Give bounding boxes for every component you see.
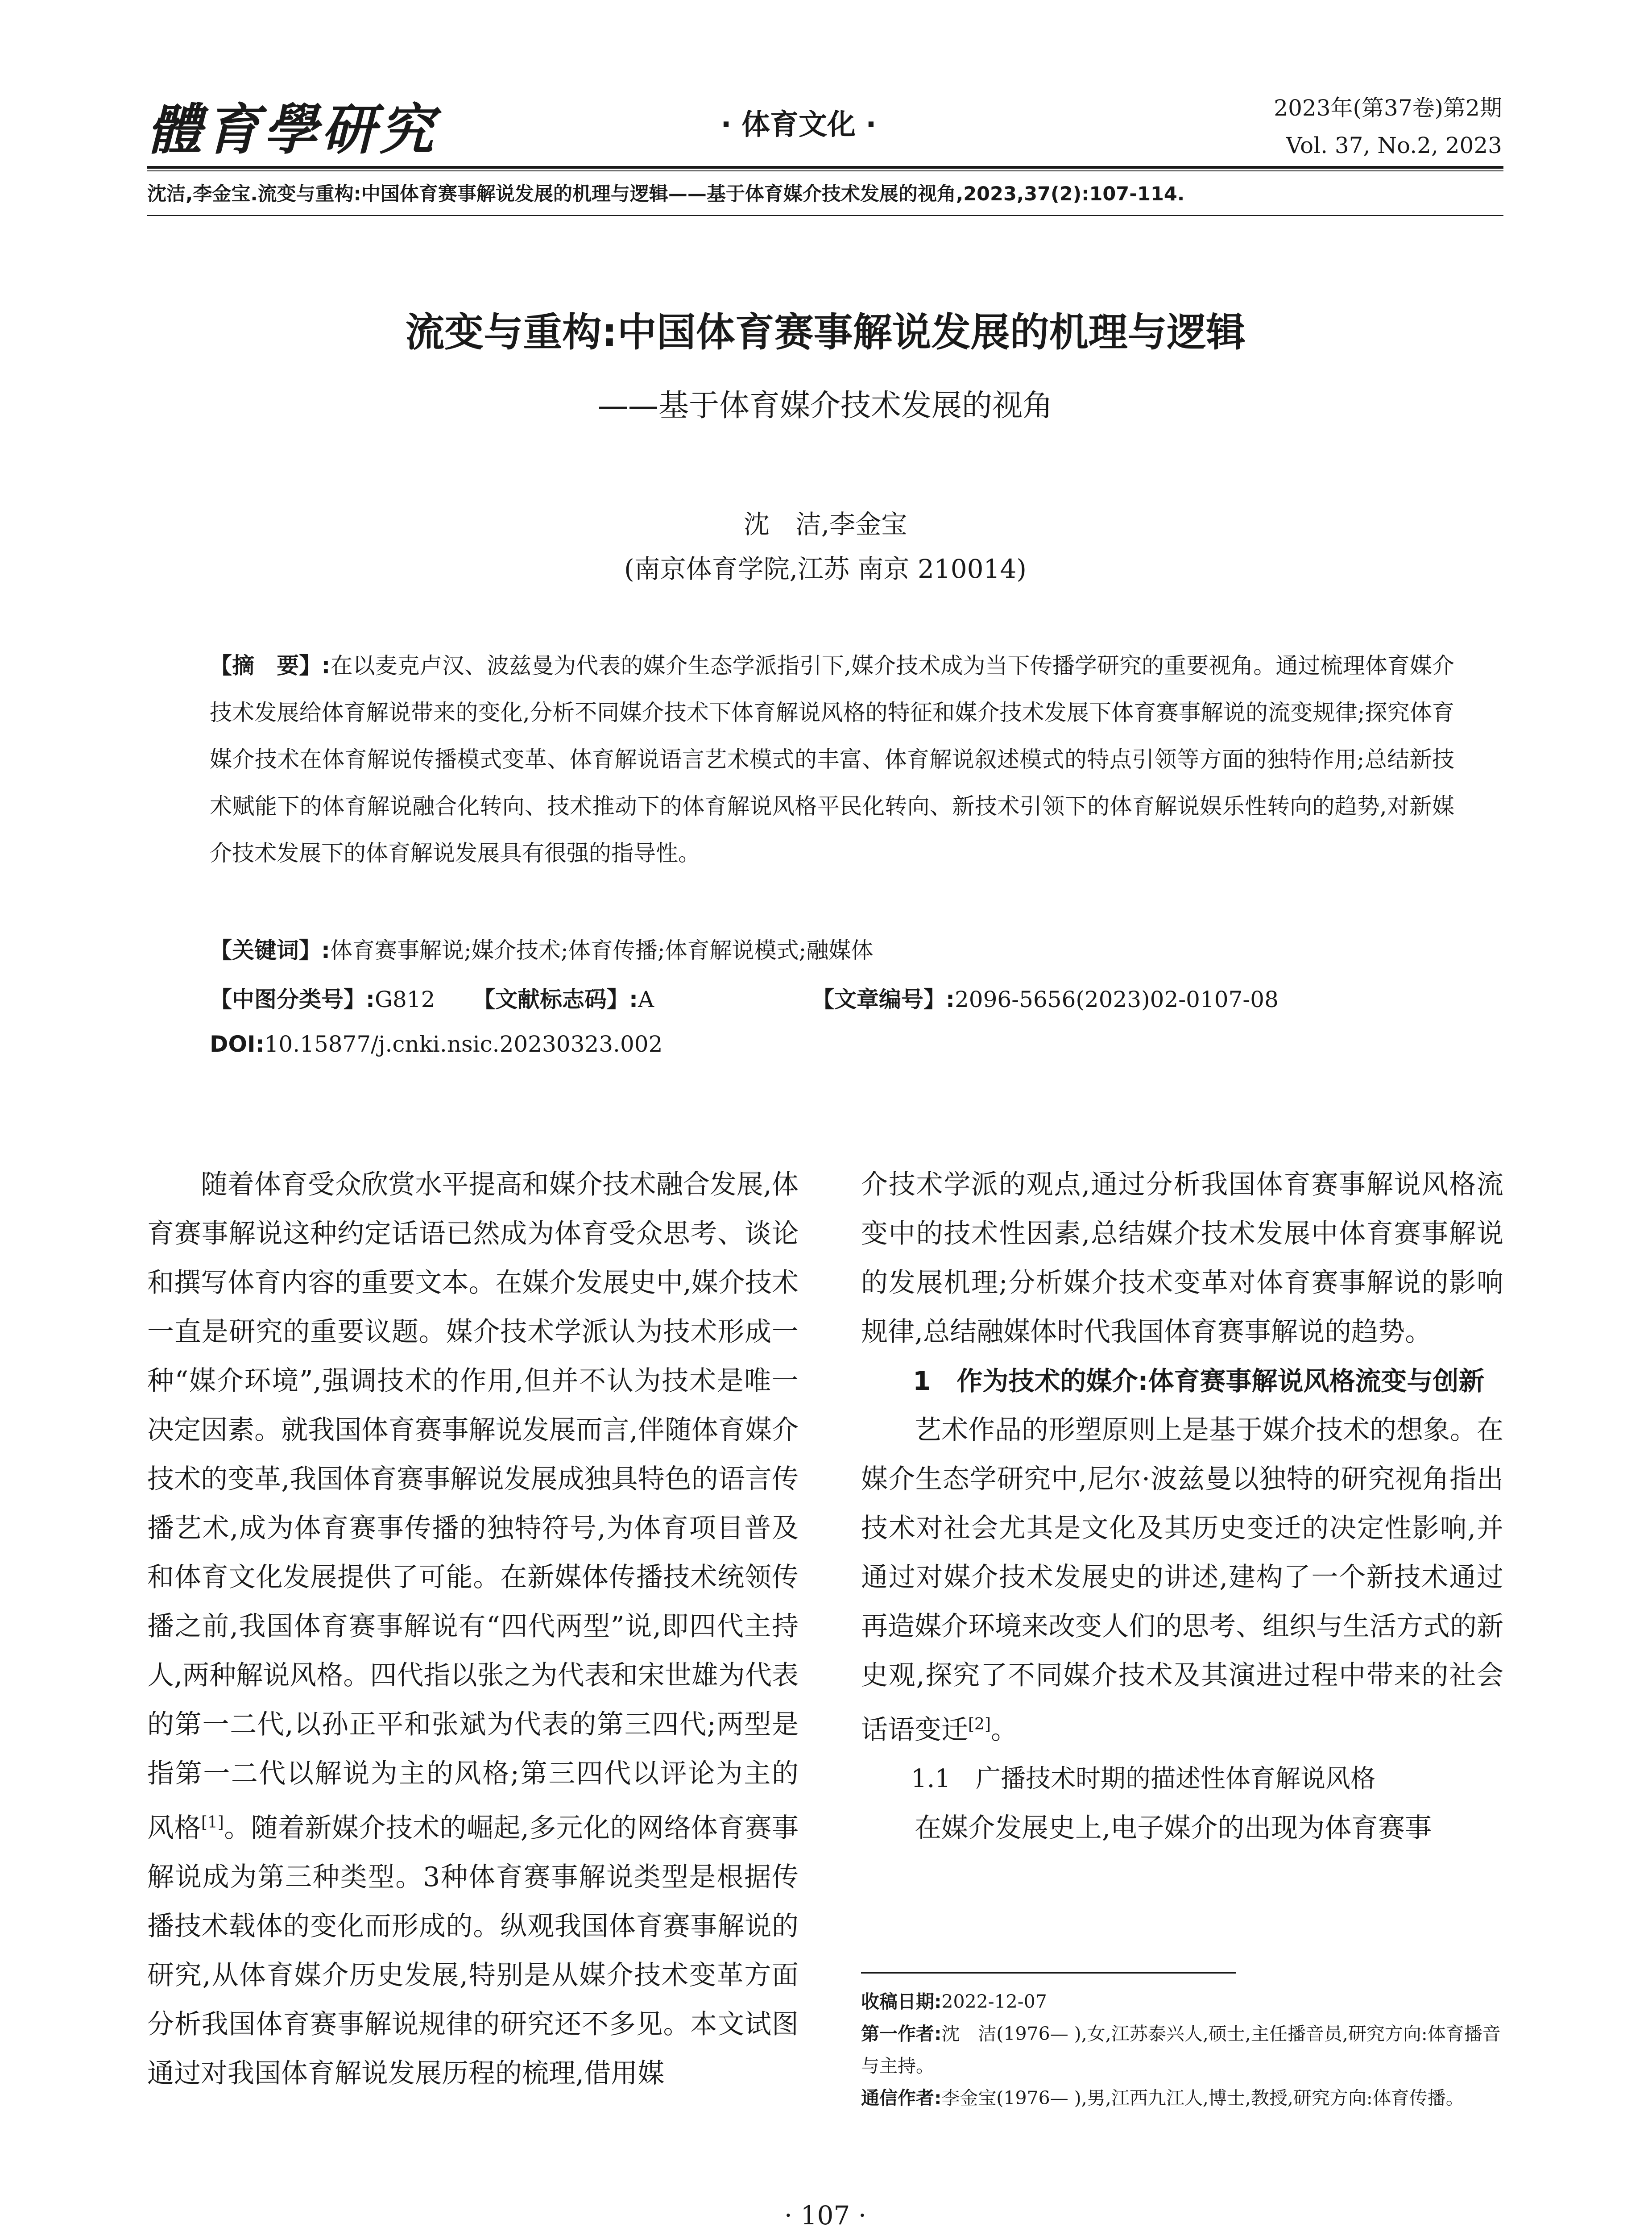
corresponding-author-note (861, 2082, 1503, 2114)
doi-value: 10.15877/j.cnki.nsic.20230323.002 (264, 1031, 663, 1057)
issue-en: Vol. 37, No.2, 2023 (1286, 133, 1502, 158)
page-number: · 107 · (784, 2200, 867, 2231)
header-rule (147, 166, 1503, 169)
reference-2: [2] (968, 1715, 991, 1733)
keywords-text: 体育赛事解说;媒介技术;体育传播;体育解说模式;融媒体 (330, 937, 874, 963)
document-code-value: A (638, 987, 654, 1012)
section-1-heading: 1 作为技术的媒介:体育赛事解说风格流变与创新 (913, 1366, 1485, 1396)
intro-paragraph-continued: 介技术学派的观点,通过分析我国体育赛事解说风格流变中的技术性因素,总结媒介技术发展中体育赛事解说的发展机理;分析媒介技术变革对体育赛事解说的影响规律,总结融媒体时代我国体育赛事解说的趋势。 (861, 1169, 1503, 1348)
article-subtitle: ——基于体育媒介技术发展的视角 (597, 388, 1053, 423)
body-column-left (147, 1160, 799, 2098)
keywords (210, 928, 1454, 973)
intro-text-a: 随着体育受众欣赏水平提高和媒介技术融合发展,体育赛事解说这种约定话语已然成为体育受众思考、谈论和撰写体育内容的重要文本。在媒介发展史中,媒介技术一直是研究的重要议题。媒介技术学派认为技术形成一种“媒介环境”,强调技术的作用,但并不认为技术是唯一决定因素。就我国体育赛事解说发展而言,伴随体育媒介技术的变革,我国体育赛事解说发展成独具特色的语言传播艺术,成为体育赛事传播的独特符号,为体育项目普及和体育文化发展提供了可能。在新媒体传播技术统领传播之前,我国体育赛事解说有“四代两型”说,即四代主持人,两种解说风格。四代指以张之为代表和宋世雄为代表的第一二代,以孙正平和张斌为代表的第三四代;两型是指第一二代以解说为主的风格;第三四代以评论为主的风格 (147, 1169, 799, 1844)
article-number-value: 2096-5656(2023)02-0107-08 (955, 987, 1279, 1012)
doi (210, 1022, 662, 1066)
received-label: 收稿日期: (861, 1991, 942, 2012)
first-author-label: 第一作者: (861, 2023, 942, 2044)
reference-1: [1] (201, 1813, 224, 1832)
section-label: · 体育文化 · (720, 108, 877, 141)
classification (210, 977, 435, 1022)
classification-label: 【中图分类号】: (210, 987, 375, 1012)
abstract-label: 【摘 要】: (210, 653, 331, 679)
footnotes (861, 1986, 1503, 2114)
authors: 沈 洁,李金宝 (743, 509, 907, 539)
first-author-note (861, 2018, 1503, 2082)
subsection-1-1-paragraph: 在媒介发展史上,电子媒介的出现为体育赛事 (915, 1812, 1432, 1844)
section-1-text-a: 艺术作品的形塑原则上是基于媒介技术的想象。在媒介生态学研究中,尼尔·波兹曼以独特的研究视角指出技术对社会尤其是文化及其历史变迁的决定性影响,并通过对媒介技术发展史的讲述,建构了一个新技术通过再造媒介环境来改变人们的思考、组织与生活方式的新史观,探究了不同媒介技术及其演进过程中带来的社会话语变迁 (861, 1414, 1503, 1746)
doi-label: DOI: (210, 1031, 265, 1057)
article-number-label: 【文章编号】: (812, 987, 955, 1012)
received-date (861, 1986, 1503, 2018)
affiliation: (南京体育学院,江苏 南京 210014) (624, 554, 1027, 584)
intro-text-b: 。随着新媒介技术的崛起,多元化的网络体育赛事解说成为第三种类型。3种体育赛事解说类型是根据传播技术载体的变化而形成的。纵观我国体育赛事解说的研究,从体育媒介历史发展,特别是从媒介技术变革方面分析我国体育赛事解说规律的研究还不多见。本文试图通过对我国体育解说发展历程的梳理,借用媒 (147, 1812, 799, 2089)
issue-info (1274, 89, 1502, 164)
received-value: 2022-12-07 (941, 1991, 1047, 2012)
issue-cn: 2023年(第37卷)第2期 (1274, 95, 1502, 121)
abstract-text: 在以麦克卢汉、波兹曼为代表的媒介生态学派指引下,媒介技术成为当下传播学研究的重要视角。通过梳理体育媒介技术发展给体育解说带来的变化,分析不同媒介技术下体育解说风格的特征和媒介技术发展下体育赛事解说的流变规律;探究体育媒介技术在体育解说传播模式变革、体育解说语言艺术模式的丰富、体育解说叙述模式的特点引领等方面的独特作用;总结新技术赋能下的体育解说融合化转向、技术推动下的体育解说风格平民化转向、新技术引领下的体育解说娱乐性转向的趋势,对新媒介技术发展下的体育解说发展具有很强的指导性。 (210, 653, 1454, 866)
section-1-text-b: 。 (991, 1714, 1018, 1746)
citation-rule (147, 215, 1503, 216)
document-code (473, 977, 654, 1022)
keywords-label: 【关键词】: (210, 937, 330, 963)
first-author-value: 沈 洁(1976— ),女,江苏泰兴人,硕士,主任播音员,研究方向:体育播音与主持。 (861, 2023, 1501, 2077)
article-number (812, 977, 1279, 1022)
abstract (210, 643, 1454, 877)
citation-line: 沈洁,李金宝.流变与重构:中国体育赛事解说发展的机理与逻辑——基于体育媒介技术发展的视角,2023,37(2):107-114. (147, 183, 1185, 205)
header-rule-thin (147, 170, 1503, 171)
footnote-rule (861, 1972, 1236, 1974)
document-code-label: 【文献标志码】: (473, 987, 638, 1012)
journal-logo: 體育學研究 (147, 97, 437, 162)
corresponding-value: 李金宝(1976— ),男,江西九江人,博士,教授,研究方向:体育传播。 (941, 2087, 1464, 2109)
body-column-right (861, 1160, 1503, 1853)
classification-value: G812 (375, 987, 435, 1012)
section-1-paragraph (861, 1406, 1503, 1754)
intro-paragraph (147, 1160, 799, 2098)
corresponding-label: 通信作者: (861, 2087, 942, 2109)
article-title: 流变与重构:中国体育赛事解说发展的机理与逻辑 (405, 309, 1246, 355)
subsection-1-1-heading: 1.1 广播技术时期的描述性体育解说风格 (911, 1764, 1376, 1793)
